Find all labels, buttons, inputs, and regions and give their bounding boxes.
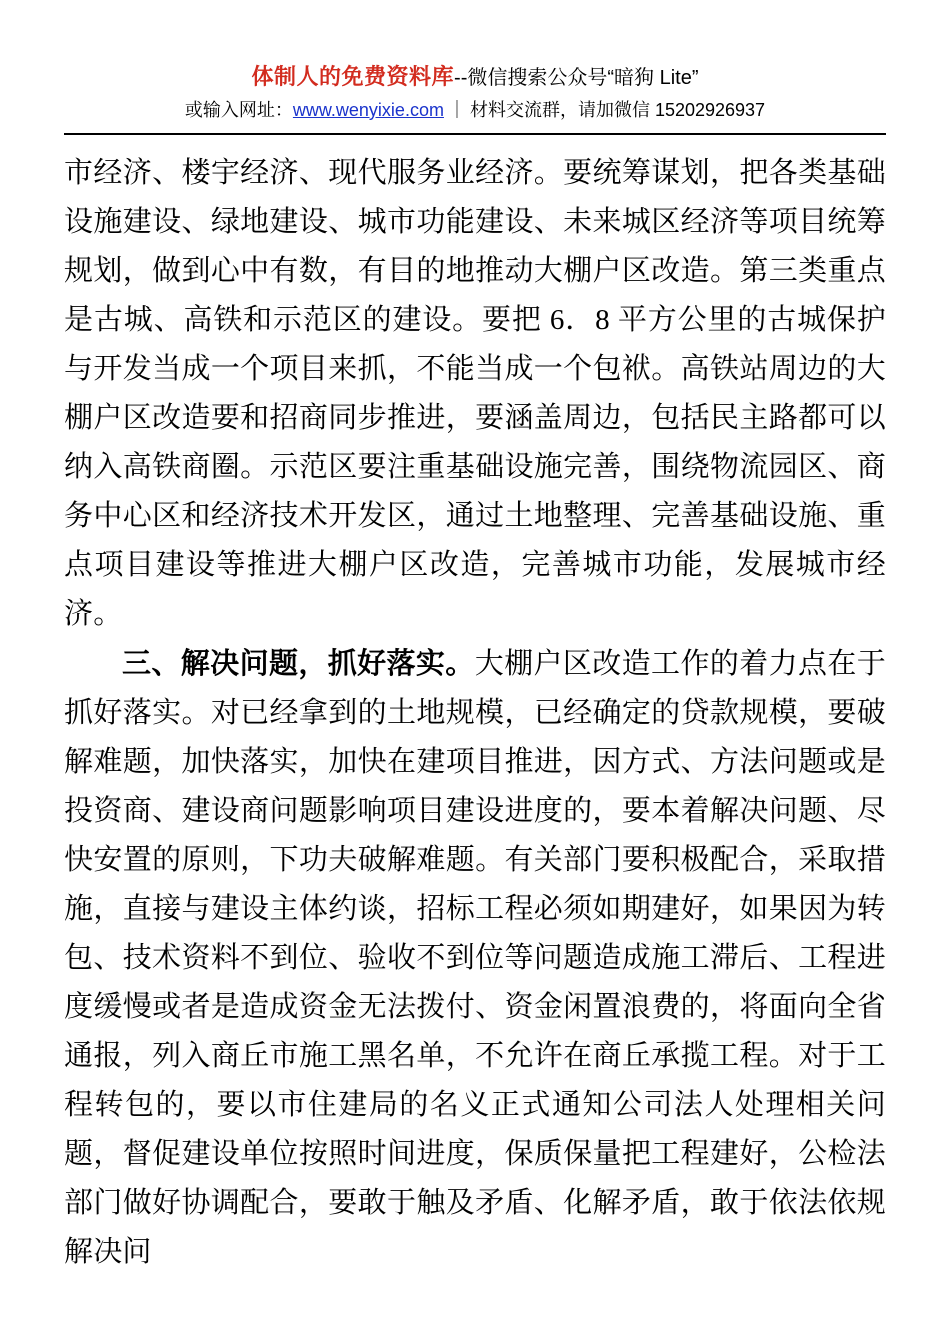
document-body bbox=[64, 149, 886, 1277]
paragraph-2 bbox=[64, 639, 886, 1277]
paragraph-2-text: 大棚户区改造工作的着力点在于抓好落实。对已经拿到的土地规模，已经确定的贷款规模，要破解难题，加快落实，加快在建项目推进，因方式、方法问题或是投资商、建设商问题影响项目建设进度的，要本着解决问题、尽快安置的原则，下功夫破解难题。有关部门要积极配合，采取措施，直接与建设主体约谈，招标工程必须如期建好，如果因为转包、技术资料不到位、验收不到位等问题造成施工滞后、工程进度缓慢或者是造成资金无法拨付、资金闲置浪费的，将面向全省通报，列入商丘市施工黑名单，不允许在商丘承揽工程。对于工程转包的，要以市住建局的名义正式通知公司法人处理相关问题，督促建设单位按照时间进度，保质保量把工程建好，公检法部门做好协调配合，要敢于触及矛盾、化解矛盾，敢于依法依规解决问 bbox=[64, 648, 886, 1268]
brand-text: 体制人的免费资料库 bbox=[251, 64, 455, 89]
paragraph-1: 市经济、楼宇经济、现代服务业经济。要统筹谋划，把各类基础设施建设、绿地建设、城市功能建设、未来城区经济等项目统筹规划，做到心中有数，有目的地推动大棚户区改造。第三类重点是古城、高铁和示范区的建设。要把 6．8 平方公里的古城保护与开发当成一个项目来抓，不能当成一个包袱。高铁站周边的大棚户区改造要和招商同步推进，要涵盖周边，包括民主路都可以纳入高铁商圈。示范区要注重基础设施完善，围绕物流园区、商务中心区和经济技术开发区，通过土地整理、完善基础设施、重点项目建设等推进大棚户区改造，完善城市功能，发展城市经济。 bbox=[64, 157, 886, 630]
website-link[interactable]: www.wenyixie.com bbox=[292, 100, 444, 120]
url-prefix-text: 或输入网址： bbox=[184, 100, 293, 120]
section-heading-3: 三、解决问题，抓好落实。 bbox=[122, 646, 475, 680]
watermark-line-1 bbox=[64, 62, 886, 93]
header-divider bbox=[64, 133, 886, 135]
watermark-line-2 bbox=[64, 95, 886, 125]
brand-tail-text: --微信搜索公众号“暗狗 Lite” bbox=[454, 67, 699, 89]
contact-text: 材料交流群，请加微信 15202926937 bbox=[469, 100, 766, 120]
separator-text: ｜ bbox=[447, 100, 466, 120]
watermark-header bbox=[64, 0, 886, 135]
